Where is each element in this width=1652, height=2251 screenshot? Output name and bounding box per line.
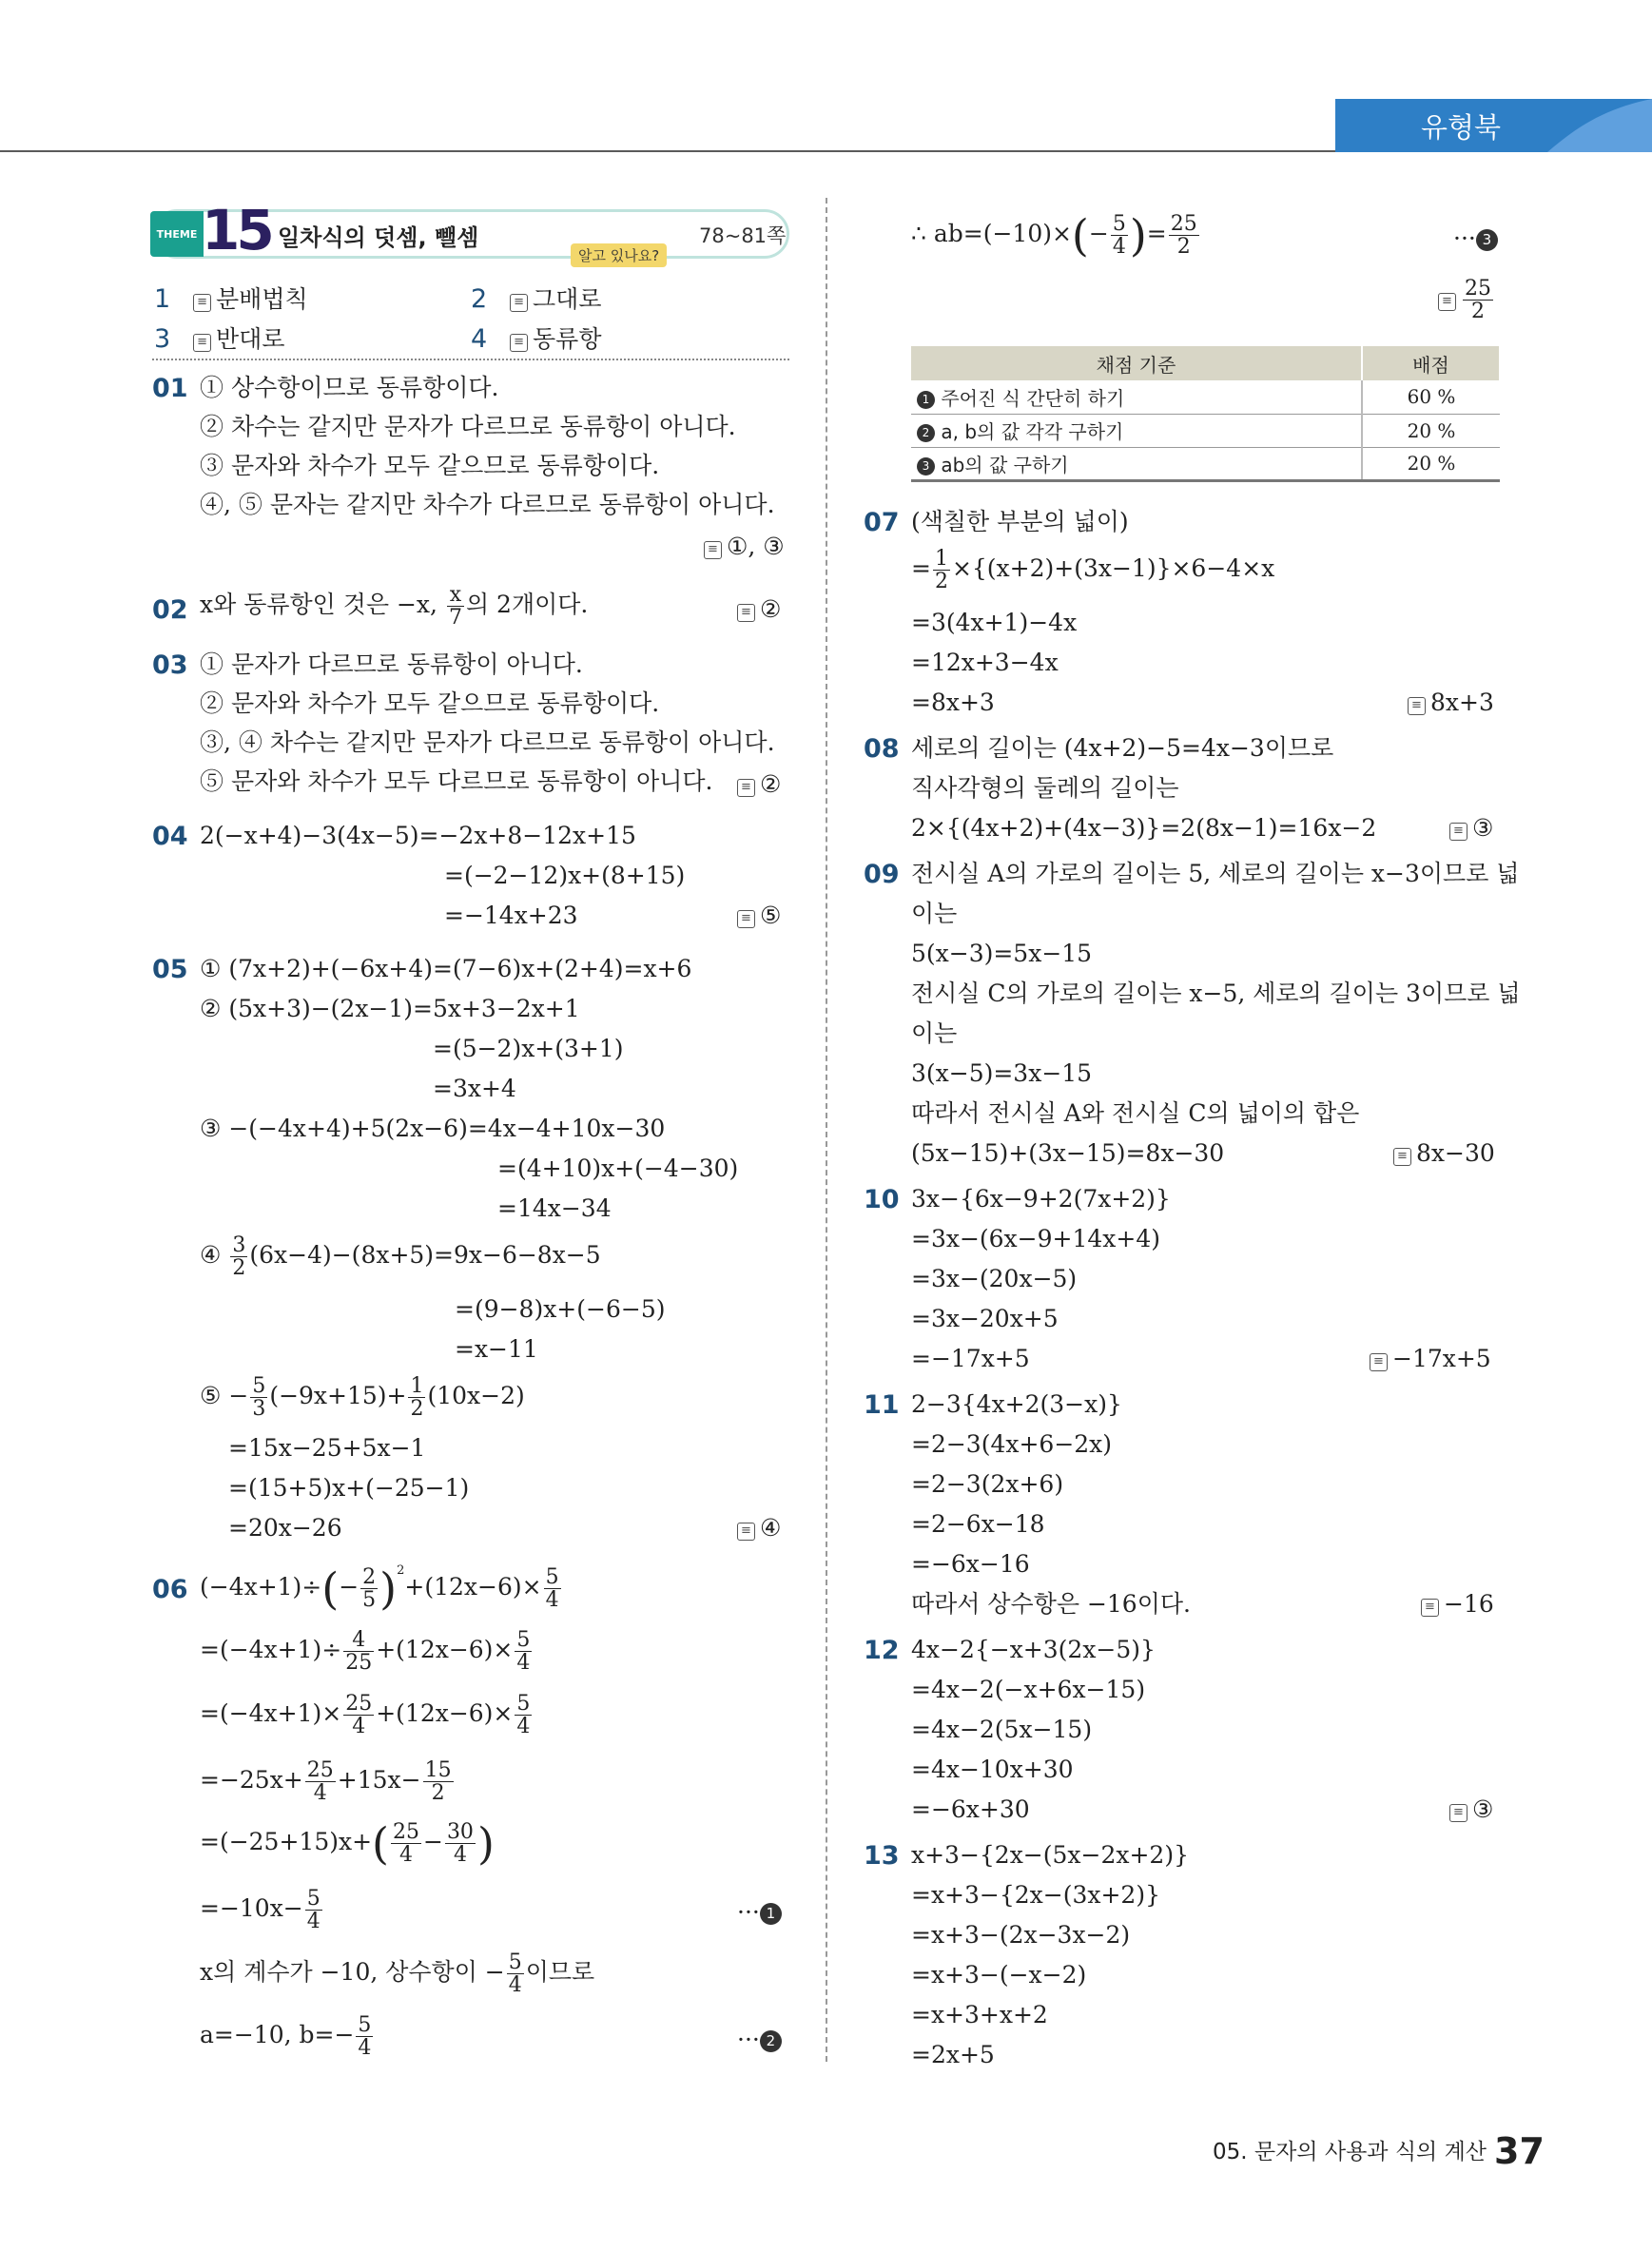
scoring-row: 2 a, b의 값 각각 구하기 20 % bbox=[911, 414, 1500, 447]
solution-line: = $\frac{1}{2}$ ×{(x+2)+(3x−1)}×6−4×x bbox=[911, 547, 1275, 594]
solution-line: ⑤ − $\frac{5}{3}$ (−9x+15)+ $\frac{1}{2}$ (10x−2) bbox=[200, 1374, 525, 1422]
solution-line: =3x+4 bbox=[433, 1075, 516, 1102]
solution-line: ② 차수는 같지만 문자가 다르므로 동류항이 아니다. bbox=[200, 413, 736, 440]
solution-line: =(−2−12)x+(8+15) bbox=[444, 862, 686, 889]
solution-line: =x+3+x+2 bbox=[911, 2001, 1048, 2028]
solution-line: ③ 문자와 차수가 모두 같으므로 동류항이다. bbox=[200, 452, 660, 479]
problem-number: 04 bbox=[152, 822, 188, 851]
answer-icon bbox=[1370, 1353, 1388, 1371]
answer-icon bbox=[510, 334, 528, 352]
solution-line: =3x−(20x−5) bbox=[911, 1265, 1078, 1292]
solution-line: 이는 bbox=[911, 1019, 958, 1047]
answer: ≡ −16 bbox=[1421, 1592, 1494, 1617]
solution-line: =4x−2(5x−15) bbox=[911, 1716, 1093, 1743]
solution-line: =(−4x+1)× $\frac{25}{4}$ +(12x−6)× $\frac{5}{4}$ bbox=[200, 1692, 531, 1739]
section-tab bbox=[1335, 99, 1652, 152]
solution-line: ① (7x+2)+(−6x+4)=(7−6)x+(2+4)=x+6 bbox=[200, 955, 692, 982]
answer-icon bbox=[510, 294, 528, 312]
solution-line: =12x+3−4x bbox=[911, 649, 1059, 676]
solution-line: =20x−26 bbox=[228, 1514, 342, 1542]
solution-line: =3(4x+1)−4x bbox=[911, 609, 1078, 636]
solution-line: =x+3−(−x−2) bbox=[911, 1961, 1087, 1989]
solution-line: ④, ⑤ 문자는 같지만 차수가 다르므로 동류항이 아니다. bbox=[200, 491, 775, 518]
solution-line: =8x+3 bbox=[911, 689, 995, 716]
solution-line: ④ $\frac{3}{2}$ (6x−4)−(8x+5)=9x−6−8x−5 bbox=[200, 1233, 601, 1281]
solution-line: ③ −(−4x+4)+5(2x−6)=4x−4+10x−30 bbox=[200, 1115, 666, 1142]
solution-line: ① 상수항이므로 동류항이다. bbox=[200, 374, 499, 401]
solution-line: =(−25+15)x+( $\frac{25}{4}$ − $\frac{30}{4}$ ) bbox=[200, 1817, 495, 1870]
solution-line: =(−4x+1)÷ $\frac{4}{25}$ +(12x−6)× $\frac{5}{4}$ bbox=[200, 1628, 531, 1676]
answer-icon bbox=[193, 294, 211, 312]
theme-title: 일차식의 덧셈, 뺄셈 bbox=[278, 224, 479, 251]
solution-line: 5(x−3)=5x−15 bbox=[911, 940, 1093, 967]
solution-line: 이는 bbox=[911, 900, 958, 927]
solution-line: 전시실 C의 가로의 길이는 x−5, 세로의 길이는 3이므로 넓 bbox=[911, 980, 1521, 1007]
solution-line: 3(x−5)=3x−15 bbox=[911, 1059, 1093, 1087]
answer-icon bbox=[1393, 1148, 1411, 1166]
problem-number: 02 bbox=[152, 595, 188, 625]
solution-line: =−14x+23 bbox=[444, 902, 578, 929]
theme-number: 15 bbox=[202, 198, 271, 262]
intro-item-3: 3 ≡ 반대로 bbox=[154, 326, 284, 352]
problem-number: 11 bbox=[864, 1390, 900, 1420]
solution-line: =x+3−(2x−3x−2) bbox=[911, 1921, 1131, 1949]
page-footer bbox=[1213, 2130, 1545, 2172]
problem-number: 03 bbox=[152, 650, 188, 680]
solution-line: 4x−2{−x+3(2x−5)} bbox=[911, 1636, 1156, 1663]
answer: ≡ ③ bbox=[1449, 1797, 1493, 1822]
page-number: 37 bbox=[1494, 2130, 1545, 2172]
solution-line: 3x−{6x−9+2(7x+2)} bbox=[911, 1185, 1171, 1213]
problem-number: 10 bbox=[864, 1185, 900, 1214]
problem-number: 08 bbox=[864, 734, 900, 764]
solution-line: ③, ④ 차수는 같지만 문자가 다르므로 동류항이 아니다. bbox=[200, 728, 775, 756]
solution-line: x와 동류항인 것은 −x, $\frac{x}{7}$ 의 2개이다. bbox=[200, 583, 589, 631]
solution-line: =3x−20x+5 bbox=[911, 1305, 1059, 1332]
problem-number: 09 bbox=[864, 860, 900, 889]
tab-wave-decoration bbox=[1519, 99, 1652, 152]
answer-icon bbox=[737, 779, 755, 797]
solution-line: =3x−(6x−9+14x+4) bbox=[911, 1225, 1160, 1252]
solution-line: (−4x+1)÷(− $\frac{2}{5}$ )$^2$+(12x−6)× $\frac{5}{4}$ bbox=[200, 1562, 559, 1615]
solution-line: ⑤ 문자와 차수가 모두 다르므로 동류항이 아니다. bbox=[200, 767, 713, 795]
scoring-row: 1 주어진 식 간단히 하기 60 % bbox=[911, 380, 1500, 414]
step-marker-3: ··· 3 bbox=[1453, 226, 1498, 251]
solution-line: =2−3(2x+6) bbox=[911, 1470, 1064, 1498]
answer-icon bbox=[1408, 697, 1426, 715]
intro-item-2: 2 ≡ 그대로 bbox=[471, 286, 601, 312]
answer-icon bbox=[704, 541, 722, 559]
solution-line: =−17x+5 bbox=[911, 1345, 1030, 1372]
answer: ≡ $\frac{25}{2}$ bbox=[1438, 278, 1495, 322]
solution-line: (5x−15)+(3x−15)=8x−30 bbox=[911, 1139, 1225, 1167]
solution-line: =−6x−16 bbox=[911, 1550, 1030, 1578]
solution-line: 따라서 상수항은 −16이다. bbox=[911, 1590, 1191, 1618]
step-marker-1: ··· 1 bbox=[737, 1900, 782, 1925]
solution-line: 따라서 전시실 A와 전시실 C의 넓이의 합은 bbox=[911, 1099, 1360, 1127]
solution-line: =14x−34 bbox=[497, 1194, 612, 1222]
theme-pages: 78~81쪽 bbox=[699, 224, 787, 247]
intro-item-4: 4 ≡ 동류항 bbox=[471, 326, 601, 352]
problem-number: 07 bbox=[864, 508, 900, 537]
solution-line: =(4+10)x+(−4−30) bbox=[497, 1155, 739, 1182]
solution-line: x+3−{2x−(5x−2x+2)} bbox=[911, 1841, 1189, 1869]
solution-line: =x+3−{2x−(3x+2)} bbox=[911, 1881, 1160, 1909]
solution-line: =2x+5 bbox=[911, 2041, 995, 2068]
problem-number: 06 bbox=[152, 1575, 188, 1604]
answer: ≡ 8x−30 bbox=[1393, 1141, 1495, 1166]
scoring-row: 3 ab의 값 구하기 20 % bbox=[911, 447, 1500, 480]
solution-line: =4x−2(−x+6x−15) bbox=[911, 1676, 1146, 1703]
answer: ≡ ③ bbox=[1449, 816, 1493, 841]
answer-icon bbox=[737, 1523, 755, 1541]
solution-line: =−25x+ $\frac{25}{4}$ +15x− $\frac{15}{2}$ bbox=[200, 1758, 452, 1806]
answer-icon bbox=[1421, 1599, 1439, 1617]
tab-label: 유형북 bbox=[1421, 111, 1502, 144]
solution-line: ② 문자와 차수가 모두 같으므로 동류항이다. bbox=[200, 689, 660, 717]
problem-number: 12 bbox=[864, 1636, 900, 1665]
answer-icon bbox=[1449, 1804, 1467, 1822]
answer-icon bbox=[193, 334, 211, 352]
solution-line: 2(−x+4)−3(4x−5)=−2x+8−12x+15 bbox=[200, 822, 636, 849]
answer-icon bbox=[1438, 293, 1456, 311]
problem-number: 13 bbox=[864, 1841, 900, 1871]
solution-line: =2−3(4x+6−2x) bbox=[911, 1430, 1113, 1458]
chapter-title: 05. 문자의 사용과 식의 계산 bbox=[1213, 2140, 1487, 2164]
step-marker-2: ··· 2 bbox=[737, 2028, 782, 2052]
header-rule bbox=[0, 150, 1335, 152]
solution-line: ∴ ab=(−10)×(− $\frac{5}{4}$ )= $\frac{25}{2}$ bbox=[911, 209, 1197, 262]
solution-line: ② (5x+3)−(2x−1)=5x+3−2x+1 bbox=[200, 995, 580, 1022]
column-divider bbox=[826, 198, 827, 2062]
dotted-divider bbox=[152, 359, 789, 360]
answer: ≡ ② bbox=[737, 772, 781, 797]
intro-item-1: 1 ≡ 분배법칙 bbox=[154, 286, 308, 312]
answer: ≡①, ③ bbox=[704, 534, 785, 559]
scoring-table bbox=[911, 346, 1501, 482]
answer-icon bbox=[737, 910, 755, 928]
problem-number: 05 bbox=[152, 955, 188, 984]
solution-line: =4x−10x+30 bbox=[911, 1756, 1074, 1783]
solution-line: =(9−8)x+(−6−5) bbox=[455, 1295, 666, 1323]
answer-icon bbox=[737, 604, 755, 622]
answer: ≡ ⑤ bbox=[737, 903, 781, 928]
answer: ≡ −17x+5 bbox=[1370, 1347, 1491, 1371]
answer: ≡ ② bbox=[737, 597, 781, 622]
problem-number: 01 bbox=[152, 374, 188, 403]
solution-line: (색칠한 부분의 넓이) bbox=[911, 508, 1129, 535]
answer: ≡ ④ bbox=[737, 1516, 781, 1541]
solution-line: =−10x− $\frac{5}{4}$ bbox=[200, 1887, 321, 1934]
solution-line: 전시실 A의 가로의 길이는 5, 세로의 길이는 x−3이므로 넓 bbox=[911, 860, 1520, 887]
scoring-header-points: 배점 bbox=[1362, 346, 1500, 380]
theme-badge: THEME bbox=[150, 211, 204, 257]
solution-line: a=−10, b=− $\frac{5}{4}$ bbox=[200, 2013, 372, 2061]
solution-line: =(5−2)x+(3+1) bbox=[433, 1035, 624, 1062]
scoring-header-criteria: 채점 기준 bbox=[911, 346, 1362, 380]
answer: ≡ 8x+3 bbox=[1408, 690, 1494, 715]
solution-line: 직사각형의 둘레의 길이는 bbox=[911, 774, 1179, 802]
solution-line: ① 문자가 다르므로 동류항이 아니다. bbox=[200, 650, 583, 678]
solution-line: 2×{(4x+2)+(4x−3)}=2(8x−1)=16x−2 bbox=[911, 814, 1377, 842]
solution-line: =15x−25+5x−1 bbox=[228, 1434, 426, 1462]
answer-icon bbox=[1449, 823, 1467, 841]
solution-line: x의 계수가 −10, 상수항이 − $\frac{5}{4}$ 이므로 bbox=[200, 1950, 595, 1998]
solution-line: =x−11 bbox=[455, 1335, 538, 1363]
solution-line: =2−6x−18 bbox=[911, 1510, 1045, 1538]
know-label: 알고 있나요? bbox=[571, 243, 667, 267]
solution-line: =(15+5)x+(−25−1) bbox=[228, 1474, 470, 1502]
solution-line: 세로의 길이는 (4x+2)−5=4x−3이므로 bbox=[911, 734, 1334, 762]
solution-line: =−6x+30 bbox=[911, 1795, 1030, 1823]
solution-line: 2−3{4x+2(3−x)} bbox=[911, 1390, 1122, 1418]
